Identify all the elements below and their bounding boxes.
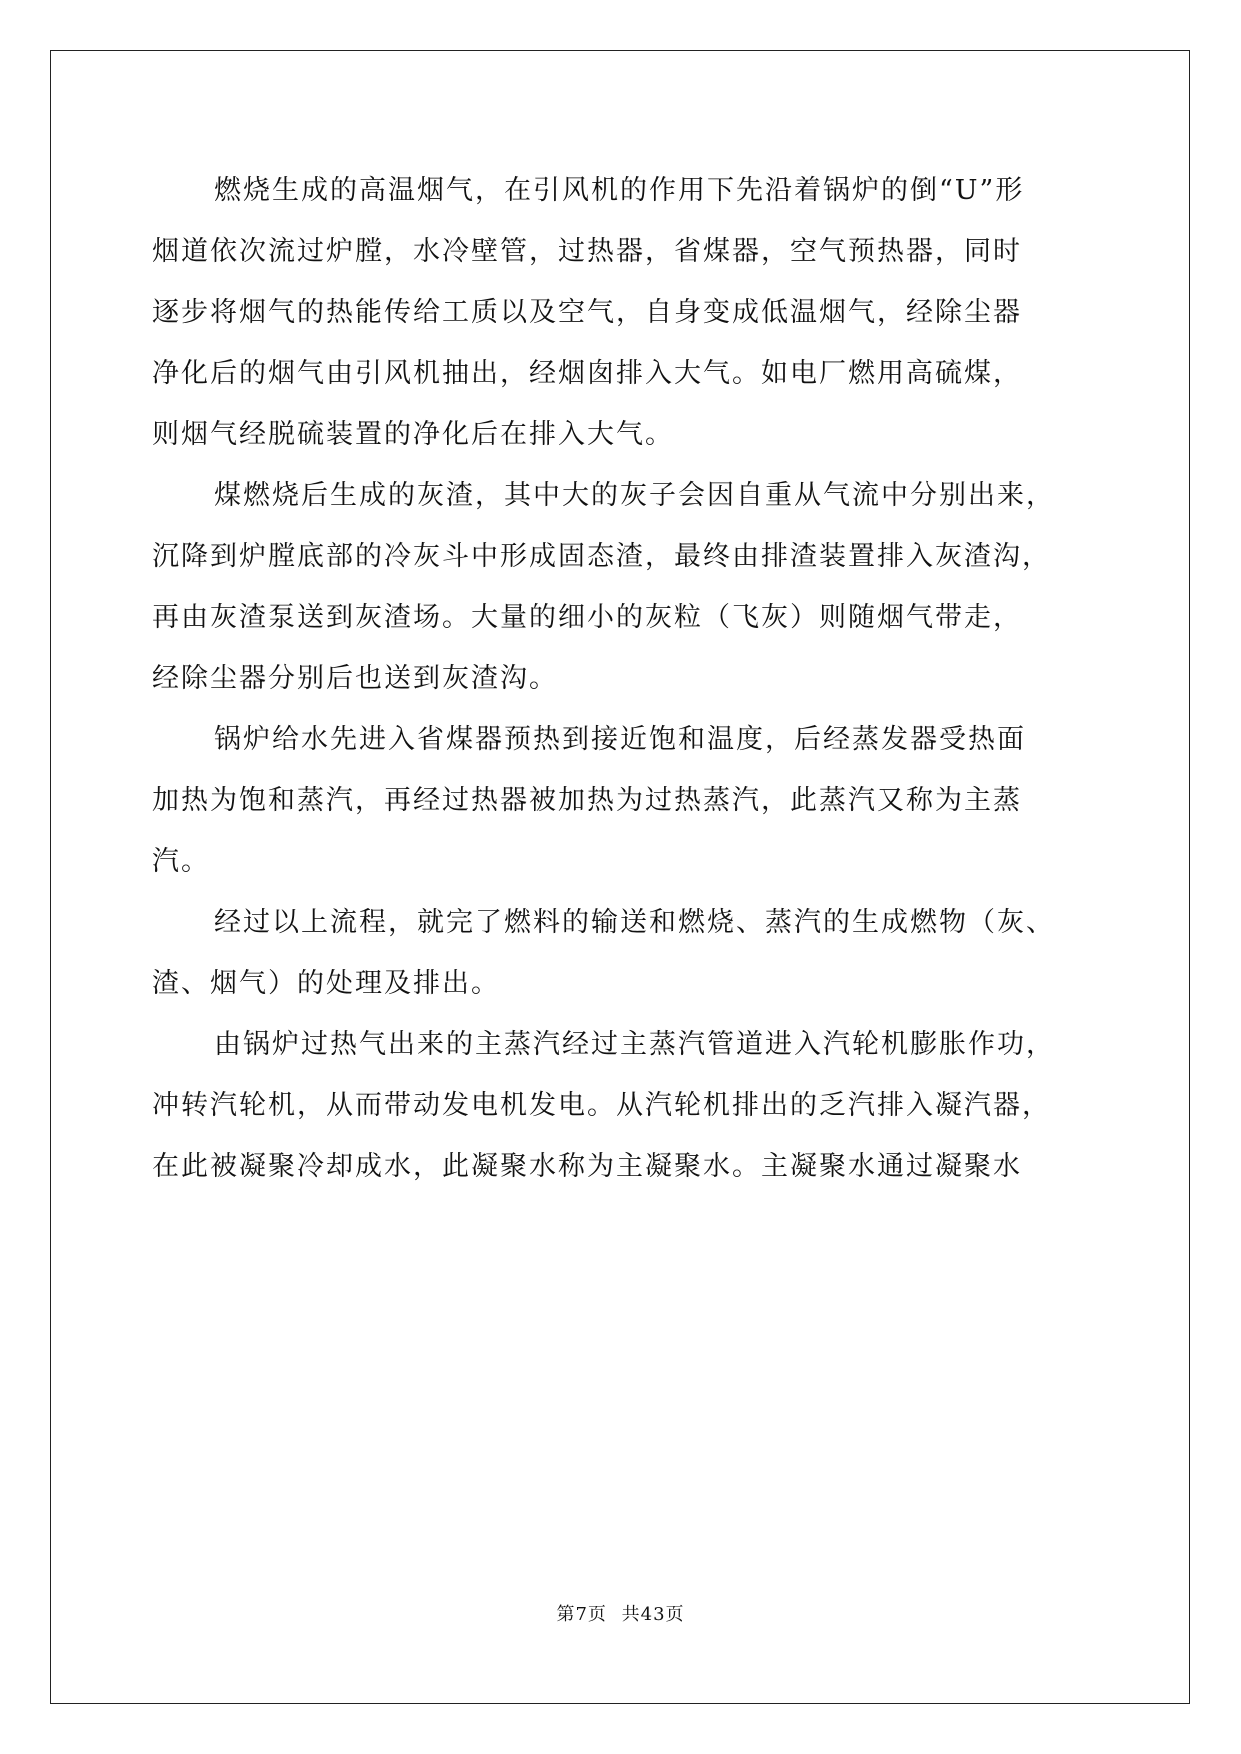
text-line: 冲转汽轮机，从而带动发电机发电。从汽轮机排出的乏汽排入凝汽器， [152,1090,1051,1121]
text-line: 燃烧生成的高温烟气，在引风机的作用下先沿着锅炉的倒“U”形 [214,175,1025,206]
paragraph-ash [152,465,1087,709]
text-line: 锅炉给水先进入省煤器预热到接近饱和温度，后经蒸发器受热面 [214,724,1026,755]
total-pages: 共43页 [621,1604,685,1625]
text-line: 净化后的烟气由引风机抽出，经烟囱排入大气。如电厂燃用高硫煤， [152,358,1022,389]
text-line: 则烟气经脱硫装置的净化后在排入大气。 [152,419,674,450]
text-line: 汽。 [152,846,210,877]
document-body [152,160,1087,1197]
text-line: 由锅炉过热气出来的主蒸汽经过主蒸汽管道进入汽轮机膨胀作功， [214,1029,1055,1060]
text-line: 渣、烟气）的处理及排出。 [152,968,500,999]
text-line: 烟道依次流过炉膛，水冷壁管，过热器，省煤器，空气预热器，同时 [152,236,1022,267]
text-line: 加热为饱和蒸汽，再经过热器被加热为过热蒸汽，此蒸汽又称为主蒸 [152,785,1022,816]
paragraph-feedwater [152,709,1087,892]
paragraph-turbine [152,1014,1087,1197]
text-line: 在此被凝聚冷却成水，此凝聚水称为主凝聚水。主凝聚水通过凝聚水 [152,1151,1022,1182]
paragraph-flue-gas [152,160,1087,465]
text-line: 沉降到炉膛底部的冷灰斗中形成固态渣，最终由排渣装置排入灰渣沟， [152,541,1051,572]
paragraph-summary [152,892,1087,1014]
text-line: 煤燃烧后生成的灰渣，其中大的灰子会因自重从气流中分别出来， [214,480,1055,511]
text-line: 逐步将烟气的热能传给工质以及空气，自身变成低温烟气，经除尘器 [152,297,1022,328]
page-footer [0,1600,1241,1626]
text-line: 经过以上流程，就完了燃料的输送和燃烧、蒸汽的生成燃物（灰、 [214,907,1055,938]
text-line: 经除尘器分别后也送到灰渣沟。 [152,663,558,694]
page-number: 第7页 [556,1604,607,1625]
text-line: 再由灰渣泵送到灰渣场。大量的细小的灰粒（飞灰）则随烟气带走， [152,602,1022,633]
